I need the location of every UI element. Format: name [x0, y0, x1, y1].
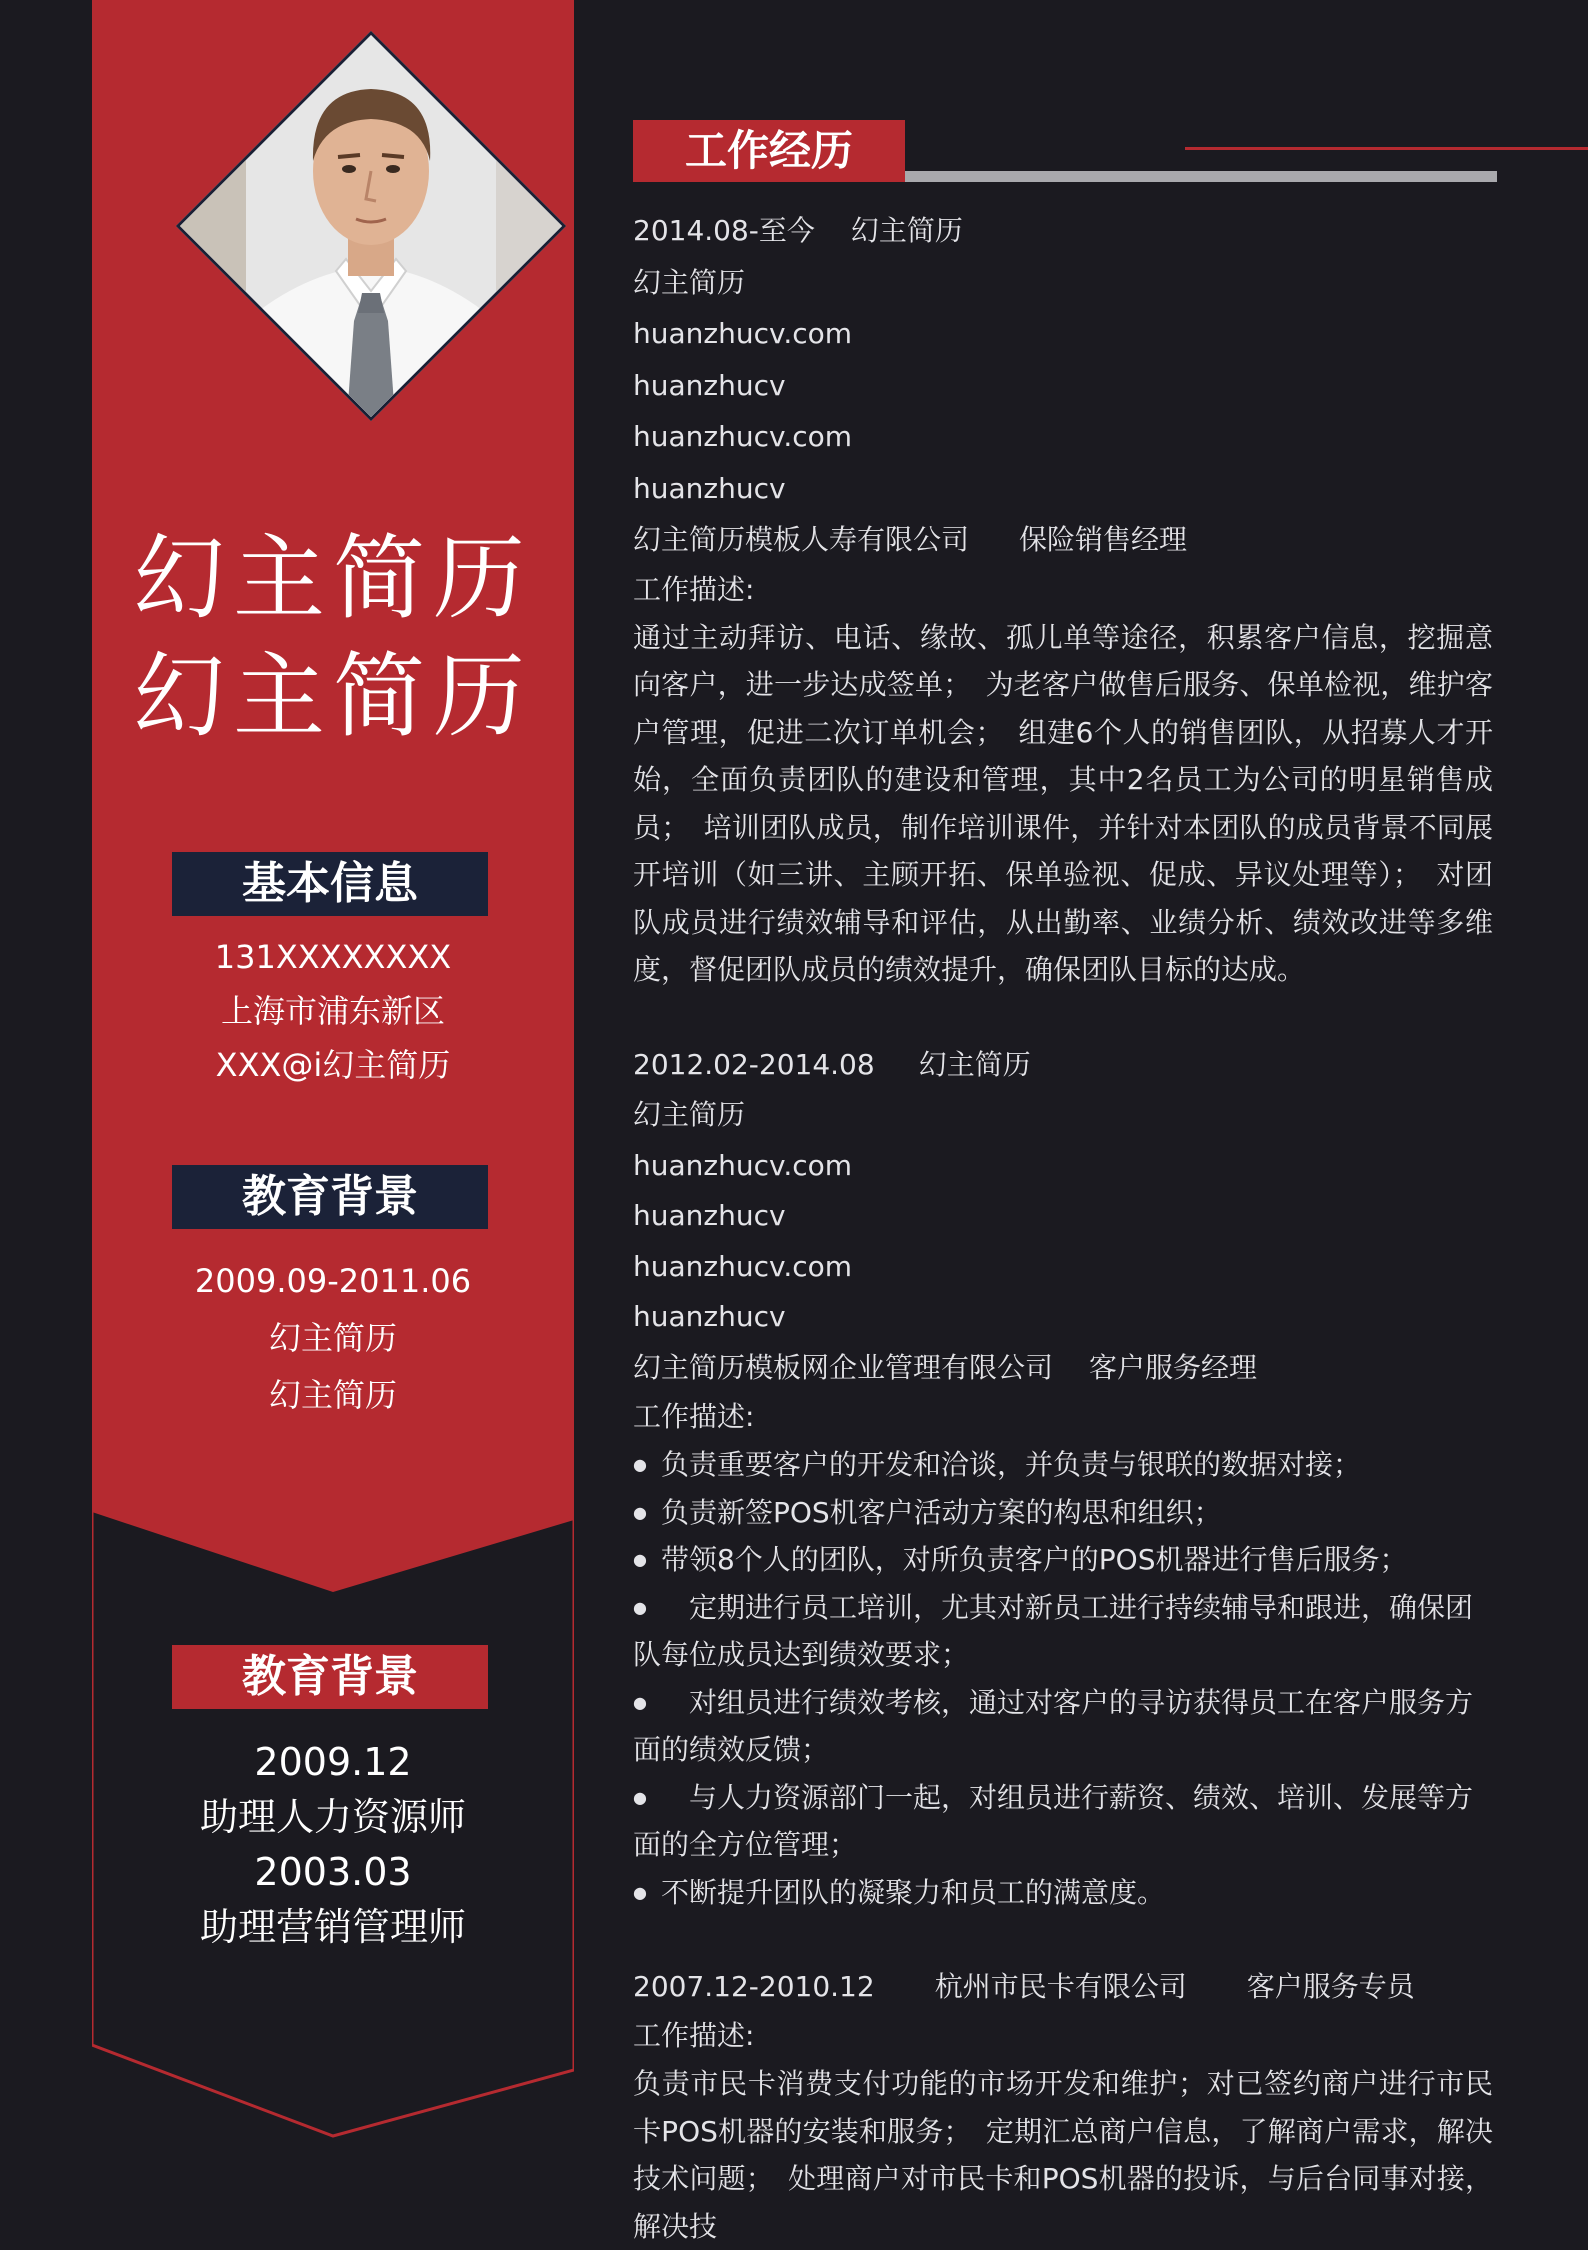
- job-line: 幻主简历: [633, 1098, 746, 1131]
- job-line: huanzhucv: [633, 471, 786, 505]
- job-position: 客户服务经理: [1089, 1350, 1258, 1384]
- job-entry: [633, 1962, 1493, 2250]
- job-company: 幻主简历模板网企业管理有限公司: [633, 1350, 1054, 1384]
- certificate-line: 助理营销管理师: [199, 1905, 466, 1949]
- job-period: 2014.08-至今: [633, 214, 815, 247]
- education-major: 幻主简历: [268, 1376, 397, 1414]
- job-bullet: ● 带领8个人的团队，对所负责客户的POS机器进行售后服务；: [633, 1536, 1493, 1584]
- job-title-line: [633, 1343, 1493, 1394]
- job-bullet: ● 不断提升团队的凝聚力和员工的满意度。: [633, 1869, 1493, 1917]
- job-bullet: ● 负责新签POS机客户活动方案的构思和组织；: [633, 1489, 1493, 1537]
- left-sidebar: [92, 0, 574, 2140]
- basic-info-heading: 基本信息: [172, 852, 488, 916]
- job-line: huanzhucv.com: [633, 317, 853, 350]
- phone-number: 131XXXXXXXX: [214, 938, 452, 976]
- job-entry: [633, 205, 1493, 994]
- job-bullet: ● 对组员进行绩效考核，通过对客户的寻访获得员工在客户服务方面的绩效反馈；: [633, 1679, 1493, 1774]
- email: XXX@i幻主简历: [215, 1046, 451, 1084]
- education-list: [92, 1253, 574, 1424]
- job-entry: [633, 1040, 1493, 1917]
- education-heading: 教育背景: [172, 1165, 488, 1229]
- job-company: 幻主简历模板人寿有限公司: [633, 523, 970, 556]
- certificates-heading: 教育背景: [172, 1645, 488, 1709]
- job-position: 客户服务专员: [1246, 1970, 1415, 2003]
- job-period: 2007.12-2010.12: [633, 1970, 875, 2003]
- job-header: [633, 1040, 1493, 1091]
- job-position: 保险销售经理: [1019, 523, 1188, 556]
- job-line: huanzhucv: [633, 1199, 786, 1232]
- job-desc-label: 工作描述:: [633, 1400, 755, 1433]
- job-header: [633, 1962, 1493, 2012]
- job-desc-label: 工作描述:: [633, 2019, 755, 2052]
- job-bullet: ● 定期进行员工培训，尤其对新员工进行持续辅导和跟进，确保团队每位成员达到绩效要求；: [633, 1584, 1493, 1679]
- job-line: huanzhucv.com: [633, 420, 853, 453]
- job-line: huanzhucv.com: [633, 1148, 853, 1182]
- address: 上海市浦东新区: [220, 992, 445, 1030]
- job-header: [633, 205, 1493, 257]
- work-experience-heading: 工作经历: [633, 120, 905, 182]
- heading-accent-line: [1185, 147, 1588, 150]
- job-line: 幻主简历: [633, 265, 746, 299]
- job-line: huanzhucv.com: [633, 1249, 853, 1283]
- job-desc-label: 工作描述:: [633, 572, 755, 606]
- job-bullet: ● 负责重要客户的开发和洽谈，并负责与银联的数据对接；: [633, 1441, 1493, 1489]
- certificate-line: 2009.12: [254, 1740, 412, 1784]
- job-line: huanzhucv: [633, 368, 786, 402]
- job-company-short: 幻主简历: [918, 1047, 1031, 1081]
- job-description: 通过主动拜访、电话、缘故、孤儿单等途径，积累客户信息，挖掘意向客户，进一步达成签单； 为老客户做售后服务、保单检视，维护客户管理，促进二次订单机会； 组建6个人的销售团队，从招募人才开始，全面负责团队的建设和管理，其中2名员工为公司的明星销售成员； 培训团队成员，制作培训课件，并针对本团队的成员背景不同展开培训（如三讲、主顾开拓、保单验视、促成、异议处理等）； 对团队成员进行绩效辅导和评估，从出勤率、业绩分析、绩效改进等多维度，督促团队成员的绩效提升，确保团队目标的达成。: [633, 620, 1493, 986]
- basic-info-list: [92, 930, 574, 1092]
- work-experience-section: [633, 205, 1493, 2250]
- heading-underline: [905, 171, 1497, 182]
- education-school: 幻主简历: [268, 1319, 397, 1357]
- certificate-line: 助理人力资源师: [199, 1795, 466, 1839]
- education-period: 2009.09-2011.06: [194, 1262, 472, 1300]
- job-title-line: [633, 514, 1493, 566]
- job-company-short: 幻主简历: [850, 214, 963, 247]
- job-line: huanzhucv: [633, 1300, 786, 1333]
- section-spacer: [633, 994, 1493, 1040]
- certificates-list: [92, 1735, 574, 1955]
- certificate-line: 2003.03: [254, 1850, 412, 1894]
- candidate-name: 幻主简历幻主简历: [132, 525, 533, 750]
- job-period: 2012.02-2014.08: [633, 1047, 875, 1081]
- job-company: 杭州市民卡有限公司: [934, 1970, 1187, 2003]
- job-bullet: ● 与人力资源部门一起，对组员进行薪资、绩效、培训、发展等方面的全方位管理；: [633, 1774, 1493, 1869]
- section-spacer: [633, 1916, 1493, 1962]
- job-description: 负责市民卡消费支付功能的市场开发和维护；对已签约商户进行市民卡POS机器的安装和服务； 定期汇总商户信息，了解商户需求，解决技术问题； 处理商户对市民卡和POS机器的投诉，与后台同事对接，解决技: [633, 2067, 1493, 2243]
